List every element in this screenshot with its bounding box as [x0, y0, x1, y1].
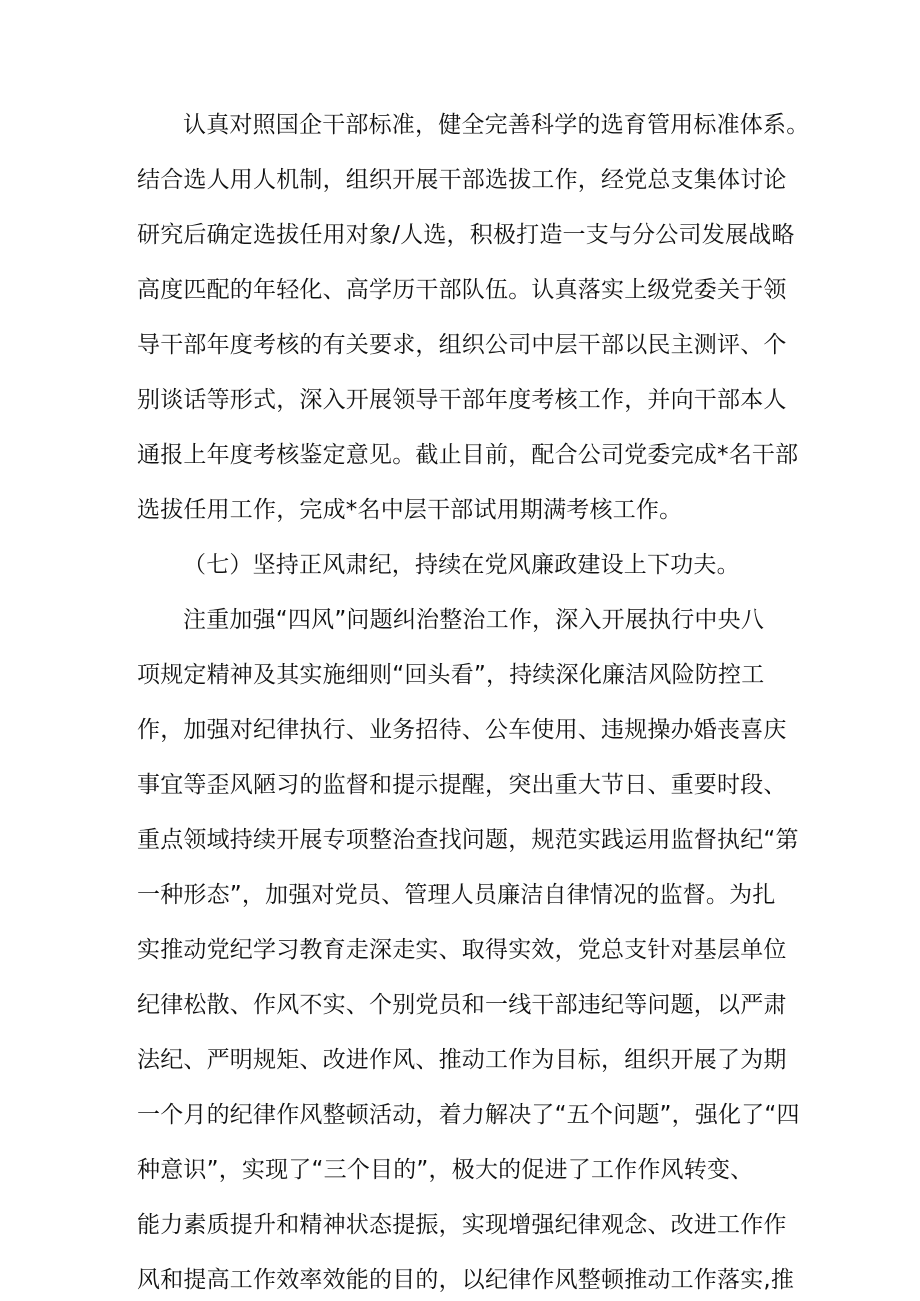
text-line-7: 通报上年度考核鉴定意见。截止目前，配合公司党委完成*名干部: [137, 442, 799, 468]
text-line-2: 结合选人用人机制，组织开展干部选拔工作，经党总支集体讨论: [137, 167, 787, 193]
text-line-11: 项规定精神及其实施细则“回头看”，持续深化廉洁风险防控工: [137, 662, 765, 688]
text-line-10: 注重加强“四风”问题纠治整治工作，深入开展执行中央八: [183, 607, 765, 633]
text-line-15: 一种形态”，加强对党员、管理人员廉洁自律情况的监督。为扎: [137, 882, 776, 908]
text-line-5: 导干部年度考核的有关要求，组织公司中层干部以民主测评、个: [137, 332, 787, 358]
text-line-18: 法纪、严明规矩、改进作风、推动工作为目标，组织开展了为期: [137, 1047, 787, 1073]
text-line-1: 认真对照国企干部标准，健全完善科学的选育管用标准体系。: [183, 112, 810, 138]
text-line-21: 能力素质提升和精神状态提振，实现增强纪律观念、改进工作作: [137, 1212, 787, 1238]
text-line-20: 种意识”，实现了“三个目的”，极大的促进了工作作风转变、: [137, 1157, 754, 1183]
text-line-17: 纪律松散、作风不实、个别党员和一线干部违纪等问题，以严肃: [137, 992, 787, 1018]
text-line-6: 别谈话等形式，深入开展领导干部年度考核工作，并向干部本人: [137, 387, 787, 413]
text-line-8: 选拔任用工作，完成*名中层干部试用期满考核工作。: [137, 497, 683, 523]
text-line-4: 高度匹配的年轻化、高学历干部队伍。认真落实上级党委关于领: [137, 277, 787, 303]
text-line-19: 一个月的纪律作风整顿活动，着力解决了“五个问题”，强化了“四: [137, 1102, 800, 1128]
text-line-22: 风和提高工作效率效能的目的，以纪律作风整顿推动工作落实,推: [137, 1267, 795, 1293]
text-line-16: 实推动党纪学习教育走深走实、取得实效，党总支针对基层单位: [137, 937, 787, 963]
text-line-13: 事宜等歪风陋习的监督和提示提醒，突出重大节日、重要时段、: [137, 772, 787, 798]
section-heading-7: （七）坚持正风肃纪，持续在党风廉政建设上下功夫。: [183, 552, 740, 578]
text-line-3: 研究后确定选拔任用对象/人选，积极打造一支与分公司发展战略: [137, 222, 795, 248]
text-line-12: 作，加强对纪律执行、业务招待、公车使用、违规操办婚丧喜庆: [137, 717, 787, 743]
text-line-14: 重点领域持续开展专项整治查找问题，规范实践运用监督执纪“第: [137, 827, 799, 853]
